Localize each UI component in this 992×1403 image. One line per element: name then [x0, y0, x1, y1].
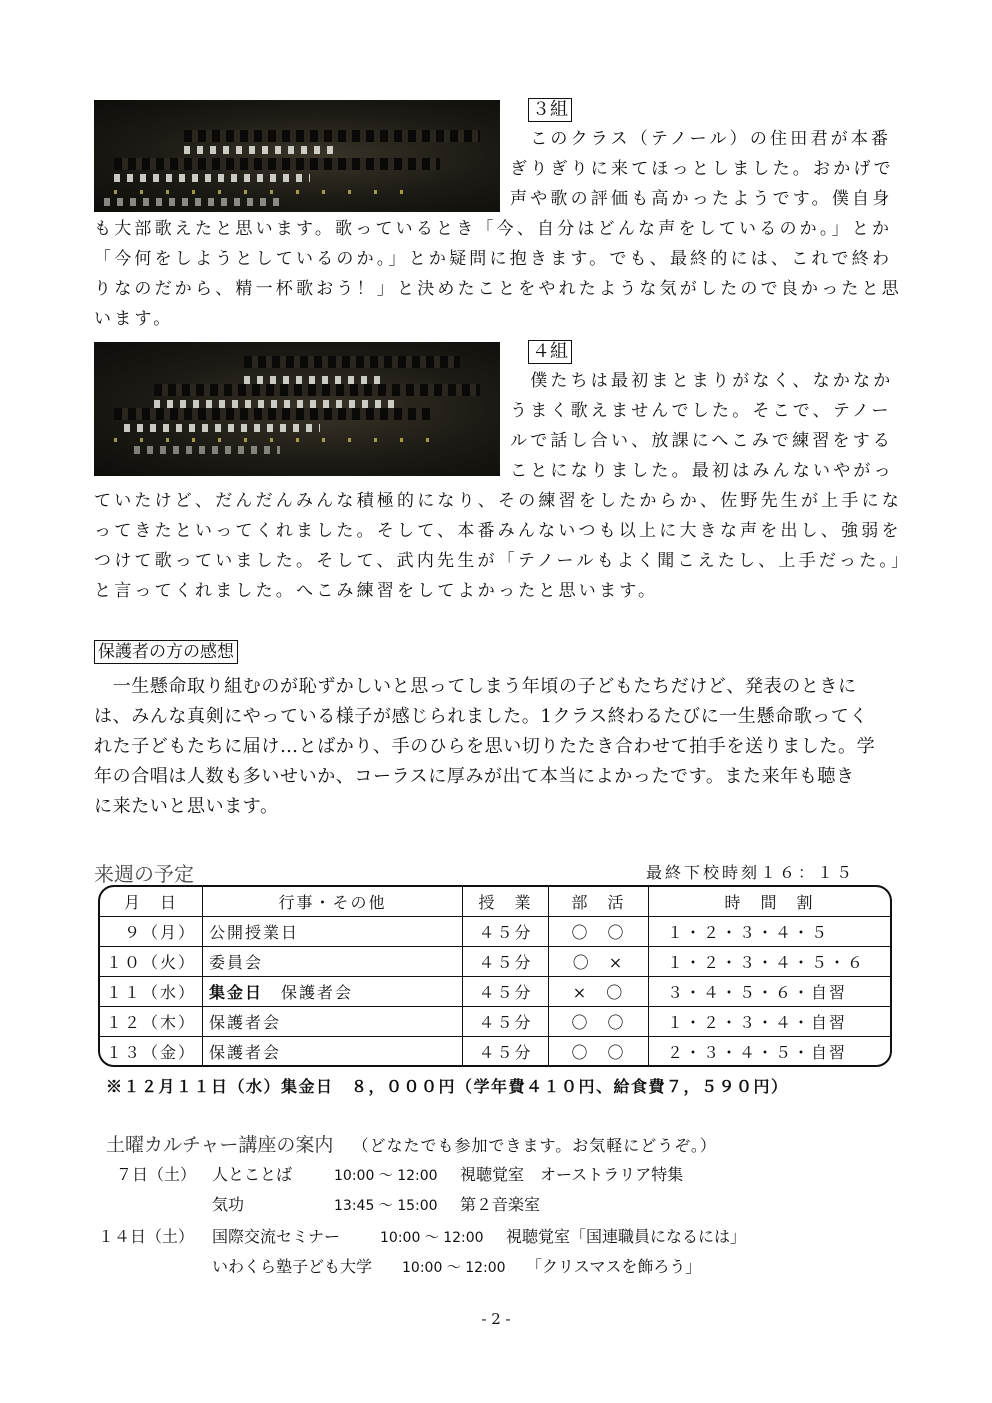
cell-date: ９（月）: [100, 917, 203, 947]
cell-date: １０（火）: [100, 947, 203, 977]
cell-timetable: １・２・３・４・５・６: [649, 947, 890, 977]
schedule-title: 来週の予定: [94, 862, 194, 886]
table-header-row: [100, 887, 890, 917]
cell-date: １２（木）: [100, 1007, 203, 1037]
culture-name: 人とことば: [212, 1165, 293, 1184]
text-line: に来たいと思います。: [94, 796, 279, 817]
parents-text: [94, 672, 914, 822]
text-line: 「今何をしようとしているのか。」とか疑問に抱きます。でも、最終的には、これで終わ: [94, 249, 893, 269]
culture-date: ７日（土）: [116, 1165, 197, 1184]
cell-timetable: １・２・３・４・５: [649, 917, 890, 947]
class3-text-full: [94, 214, 914, 334]
schedule-table: [100, 887, 890, 1066]
text-line: います。: [94, 309, 174, 329]
dismissal-time: 最終下校時刻１６：１５: [646, 863, 856, 882]
text-line: ルで話し合い、放課にへこみで練習をする: [510, 431, 894, 451]
cell-timetable: ３・４・５・６・自習: [649, 977, 890, 1007]
cell-class: ４５分: [463, 947, 549, 977]
text-line: は、みんな真剣にやっている様子が感じられました。1クラス終わるたびに一生懸命歌ってく: [94, 706, 869, 727]
culture-item: [98, 1222, 746, 1253]
culture-date: １４日（土）: [98, 1227, 195, 1246]
culture-item: [116, 1190, 540, 1221]
header-class: 授 業: [463, 887, 549, 917]
culture-item: [98, 1252, 701, 1283]
cell-club: × 〇: [549, 977, 649, 1007]
text-line: も大部歌えたと思います。歌っているとき「今、自分はどんな声をしているのか。」とか: [94, 219, 893, 239]
header-timetable: 時 間 割: [649, 887, 890, 917]
text-line: 一生懸命取り組むのが恥ずかしいと思ってしまう年頃の子どもたちだけど、発表のときに: [94, 676, 857, 697]
cell-event: [203, 977, 463, 1007]
event-text: 保護者会: [263, 983, 354, 1002]
culture-name: 気功: [212, 1195, 245, 1214]
cell-class: ４５分: [463, 977, 549, 1007]
culture-place: 視聴覚室「国連職員になるには」: [506, 1227, 747, 1246]
table-row: [100, 917, 890, 947]
cell-club: 〇 〇: [549, 917, 649, 947]
culture-title: 土曜カルチャー講座の案内: [106, 1134, 334, 1156]
cell-class: ４５分: [463, 917, 549, 947]
parents-label: 保護者の方の感想: [94, 640, 238, 664]
cell-timetable: １・２・３・４・自習: [649, 1007, 890, 1037]
cell-date: １３（金）: [100, 1037, 203, 1067]
cell-timetable: ２・３・４・５・自習: [649, 1037, 890, 1067]
cell-club: 〇 〇: [549, 1007, 649, 1037]
cell-class: ４５分: [463, 1037, 549, 1067]
class3-choir-photo: [94, 100, 500, 212]
cell-event: [203, 917, 463, 947]
class4-text-full: [94, 486, 914, 606]
text-line: 声や歌の評価も高かったようです。僕自身: [510, 189, 893, 209]
cell-class: ４５分: [463, 1007, 549, 1037]
header-date: 月 日: [100, 887, 203, 917]
class4-label: ４組: [528, 340, 572, 364]
culture-time: 13:45 ～ 15:00: [334, 1198, 438, 1214]
text-line: ってきたといってくれました。そして、本番みんないつも以上に大きな声を出し、強弱を: [94, 521, 902, 541]
schedule-table-frame: [98, 885, 892, 1067]
event-bold: 集金日: [209, 983, 264, 1002]
class4-choir-photo: [94, 342, 500, 476]
cell-date: １１（水）: [100, 977, 203, 1007]
text-line: ことになりました。最初はみんないやがっ: [510, 461, 894, 481]
header-club: 部 活: [549, 887, 649, 917]
payment-note: ※１２月１１日（水）集金日 ８，０００円（学年費４１０円、給食費７，５９０円）: [106, 1077, 789, 1096]
class3-label: ３組: [528, 98, 572, 122]
cell-club: 〇 〇: [549, 1037, 649, 1067]
culture-name: 国際交流セミナー: [212, 1227, 341, 1246]
text-line: つけて歌っていました。そして、武内先生が「テノールもよく聞こえたし、上手だった。」: [94, 551, 912, 571]
header-event: 行事・その他: [203, 887, 463, 917]
culture-item: [116, 1160, 683, 1191]
cell-event: [203, 1037, 463, 1067]
event-text: 委員会: [209, 953, 264, 972]
text-line: ていたけど、だんだんみんな積極的になり、その練習をしたからか、佐野先生が上手にな: [94, 491, 902, 511]
text-line: うまく歌えませんでした。そこで、テノー: [510, 401, 892, 421]
event-text: 公開授業日: [209, 923, 300, 942]
text-line: ぎりぎりに来てほっとしました。おかげで: [510, 159, 894, 179]
culture-time: 10:00 ～ 12:00: [334, 1168, 438, 1184]
text-line: りなのだから、精一杯歌おう！」と決めたことをやれたような気がしたので良かったと思: [94, 279, 902, 299]
culture-time: 10:00 ～ 12:00: [380, 1230, 484, 1246]
culture-place: 第２音楽室: [460, 1195, 541, 1214]
class4-text-right: [510, 366, 910, 486]
culture-place: 視聴覚室 オーストラリア特集: [460, 1165, 684, 1184]
text-line: と言ってくれました。へこみ練習をしてよかったと思います。: [94, 581, 659, 601]
cell-event: [203, 947, 463, 977]
table-row: [100, 947, 890, 977]
event-text: 保護者会: [209, 1013, 282, 1032]
table-row: [100, 977, 890, 1007]
class3-text-right: [510, 124, 910, 214]
culture-heading: [106, 1130, 717, 1157]
text-line: れた子どもたちに届け…とばかり、手のひらを思い切りたたき合わせて拍手を送りました。学: [94, 736, 876, 757]
text-line: このクラス（テノール）の住田君が本番: [510, 129, 892, 149]
cell-event: [203, 1007, 463, 1037]
culture-name: いわくら塾子ども大学: [212, 1257, 373, 1276]
page-number: - 2 -: [481, 1310, 511, 1328]
table-row: [100, 1037, 890, 1067]
culture-place: 「クリスマスを飾ろう」: [526, 1257, 702, 1276]
culture-subtitle: （どなたでも参加できます。お気軽にどうぞ。）: [352, 1136, 717, 1155]
text-line: 僕たちは最初まとまりがなく、なかなか: [510, 371, 894, 391]
text-line: 年の合唱は人数も多いせいか、コーラスに厚みが出て本当によかったです。また来年も聴き: [94, 766, 855, 787]
table-row: [100, 1007, 890, 1037]
culture-time: 10:00 ～ 12:00: [402, 1260, 506, 1276]
cell-club: 〇 ×: [549, 947, 649, 977]
event-text: 保護者会: [209, 1043, 282, 1062]
